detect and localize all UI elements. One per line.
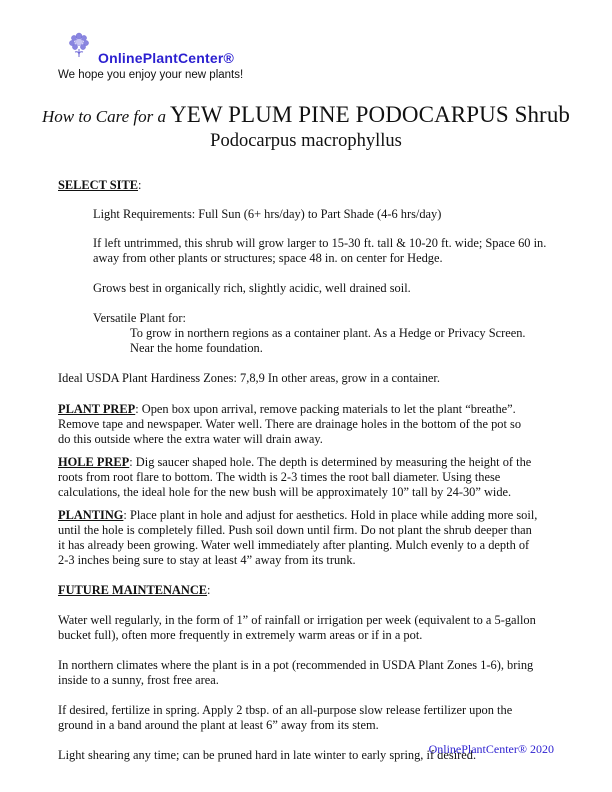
title-lead: How to Care for a	[41, 107, 166, 126]
watering-line-2: bucket full), often more frequently in extremely warm areas or if in a pot.	[58, 628, 423, 642]
fertilize-line-2: ground in a band around the plant at least 6” away from its stem.	[58, 718, 379, 732]
shearing-text: Light shearing any time; can be pruned hard in late winter to early spring, if desired.	[58, 748, 477, 762]
planting-text-1: : Place plant in hole and adjust for aesthetics. Hold in place while adding more soil,	[123, 508, 538, 522]
hole-prep-line-1	[58, 455, 558, 470]
size-line-2: away from other plants or structures; space 48 in. on center for Hedge.	[93, 251, 443, 265]
plant-prep-text-1: : Open box upon arrival, remove packing materials to let the plant “breathe”.	[135, 402, 516, 416]
tagline: We hope you enjoy your new plants!	[58, 69, 244, 81]
page-subtitle: Podocarpus macrophyllus	[210, 131, 402, 151]
versatile-line-2: Near the home foundation.	[130, 341, 263, 355]
future-maintenance-colon: :	[207, 583, 211, 597]
plant-prep-heading: PLANT PREP	[58, 402, 136, 416]
hole-prep-heading: HOLE PREP	[58, 455, 130, 469]
hole-prep-line-3: calculations, the ideal hole for the new bush will be approximately 10” tall by 24-30” wide.	[58, 485, 512, 499]
plant-prep-line-2: Remove tape and newspaper. Water well. There are drainage holes in the bottom of the pot so	[58, 417, 522, 431]
size-line-1: If left untrimmed, this shrub will grow larger to 15-30 ft. tall & 10-20 ft. wide; Space 60 in.	[93, 236, 547, 250]
flower-logo-icon	[66, 30, 92, 58]
select-site-heading: SELECT SITE	[58, 178, 139, 192]
northern-line-1: In northern climates where the plant is in a pot (recommended in USDA Plant Zones 1-6), bring	[58, 658, 534, 672]
planting-line-2: until the hole is completely filled. Push soil down until firm. Do not plant the shrub deeper than	[58, 523, 532, 537]
planting-line-1	[58, 508, 558, 523]
future-maintenance-heading: FUTURE MAINTENANCE	[58, 583, 208, 597]
select-site-heading-line	[58, 178, 558, 193]
plant-prep-line-3: do this outside where the extra water will drain away.	[58, 432, 323, 446]
select-site-colon: :	[138, 178, 142, 192]
hardiness-zones: Ideal USDA Plant Hardiness Zones: 7,8,9 In other areas, grow in a container.	[58, 371, 440, 385]
light-requirements: Light Requirements: Full Sun (6+ hrs/day) to Part Shade (4-6 hrs/day)	[93, 207, 442, 221]
page-title	[0, 102, 612, 128]
watering-line-1: Water well regularly, in the form of 1” of rainfall or irrigation per week (equivalent to a 5-gallon	[58, 613, 536, 627]
planting-line-3: it has already been growing. Water well immediately after planting. Mulch evenly to a depth of	[58, 538, 530, 552]
plant-prep-line-1	[58, 402, 558, 417]
brand-name: OnlinePlantCenter®	[98, 50, 235, 66]
title-main: YEW PLUM PINE PODOCARPUS Shrub	[170, 102, 571, 127]
fertilize-line-1: If desired, fertilize in spring. Apply 2 tbsp. of an all-purpose slow release fertilizer upon the	[58, 703, 513, 717]
versatile-label: Versatile Plant for:	[93, 311, 186, 325]
soil-text: Grows best in organically rich, slightly acidic, well drained soil.	[93, 281, 411, 295]
versatile-line-1: To grow in northern regions as a container plant. As a Hedge or Privacy Screen.	[130, 326, 526, 340]
hole-prep-line-2: roots from root flare to bottom. The width is 2-3 times the root ball diameter. Using these	[58, 470, 501, 484]
northern-line-2: inside to a sunny, frost free area.	[58, 673, 219, 687]
planting-heading: PLANTING	[58, 508, 124, 522]
planting-line-4: 2-3 inches being sure to stay at least 4” away from its trunk.	[58, 553, 356, 567]
care-instructions	[58, 178, 558, 763]
future-maintenance-heading-line	[58, 583, 558, 598]
footer-copyright: OnlinePlantCenter® 2020	[428, 742, 554, 756]
hole-prep-text-1: : Dig saucer shaped hole. The depth is determined by measuring the height of the	[129, 455, 532, 469]
